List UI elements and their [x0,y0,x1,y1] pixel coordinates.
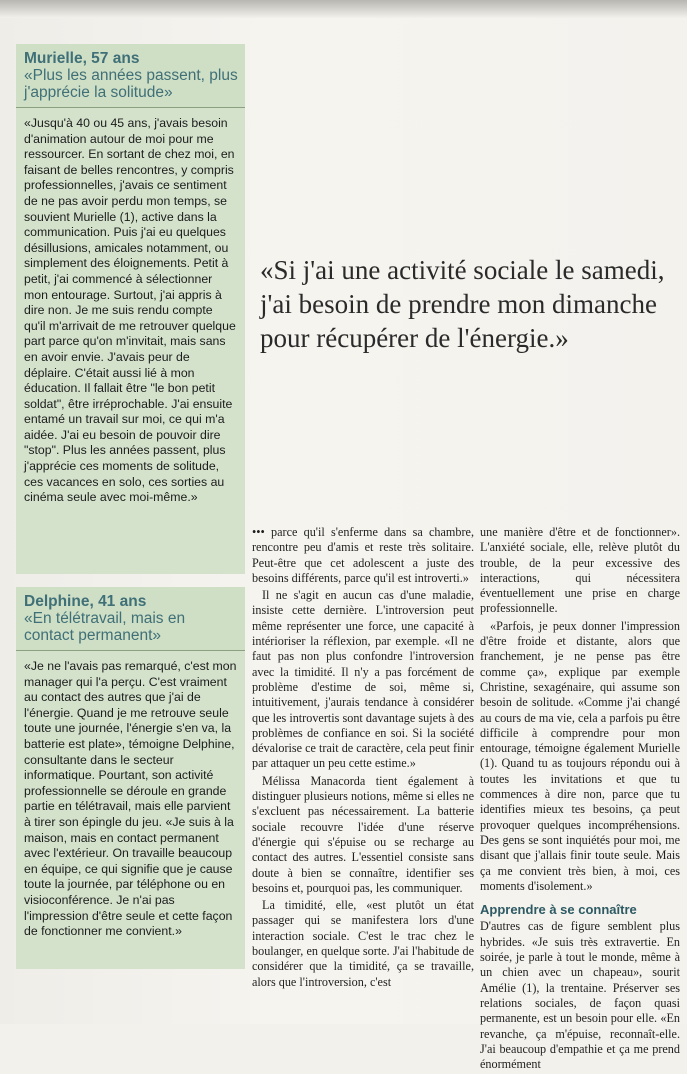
article-column-left [252,525,474,992]
page-top-shadow [0,0,687,18]
article-column-right [480,525,680,1074]
testimony-headline: «En télétravail, mais en contact permanent» [24,610,186,644]
testimony-box-murielle [16,44,245,574]
section-subheading: Apprendre à se connaître [480,902,637,918]
testimony-header [16,44,245,108]
article-paragraph: «Parfois, je peux donner l'impression d'être froide et distante, alors que franchement, je ne pense pas être comme ça», explique par exemple Christine, sexagénaire, qui assume son besoin de solitude. «Comme j'ai changé au cours de ma vie, cela a parfois pu être difficile à comprendre pour mon entourage, témoigne également Murielle (1). Quand tu as toujours répondu oui à toutes les invitations et que tu commences à dire non, parce que tu identifies mieux tes besoins, ça peut provoquer quelques incompréhensions. Des gens se sont inquiétés pour moi, me disant que j'allais finir toute seule. Mais ça me convient très bien, à moi, ces moments d'isolement.» [480,618,680,893]
article-paragraph: une manière d'être et de fonctionner». L'anxiété sociale, elle, relève plutôt du trouble, de la peur excessive des interactions, qui nécessitera éventuellement une prise en charge professionnelle. [480,525,680,616]
testimony-box-delphine [16,587,245,969]
testimony-name: Murielle, 57 ans [24,50,140,67]
testimony-body: «Jusqu'à 40 ou 45 ans, j'avais besoin d'animation autour de moi pour me ressourcer. En sortant de chez moi, en faisant de belles rencontres, y compris professionnelles, j'avais ce sentiment de ne pas avoir perdu mon temps, se souvient Murielle (1), active dans la communication. Puis j'ai eu quelques désillusions, amicales notamment, ou simplement des éloignements. Petit à petit, j'ai commencé à sélectionner mon entourage. Surtout, j'ai appris à dire non. Je me suis rendu compte qu'il m'arrivait de me retrouver quelque part parce qu'on m'invitait, mais sans en avoir envie. J'avais peur de déplaire. C'était aussi lié à mon éducation. Il fallait être "le bon petit soldat", être irréprochable. J'ai ensuite entamé un travail sur moi, ce qui m'a aidée. J'ai eu besoin de pouvoir dire "stop". Plus les années passent, plus j'apprécie ces moments de solitude, ces vacances en solo, ces sorties au cinéma seule avec moi-même.» [24,116,236,505]
testimony-body: «Je ne l'avais pas remarqué, c'est mon manager qui l'a perçu. C'est vraiment au contact des autres que j'ai de l'énergie. Quand je me retrouve seule toute une journée, l'énergie s'en va, la batterie est plate», témoigne Delphine, consultante dans le secteur informatique. Pourtant, son activité professionnelle se déroule en grande partie en télétravail, mais elle parvient à tirer son épingle du jeu. «Je suis à la maison, mais en contact permanent avec l'extérieur. On travaille beaucoup en équipe, ce qui signifie que je cause toute la journée, par téléphone ou en visioconférence. Je n'ai pas l'impression d'être seule et cette façon de fonctionner me convient.» [24,659,237,939]
testimony-header [16,587,245,651]
article-paragraph: ••• parce qu'il s'enferme dans sa chambre, rencontre peu d'amis et reste très solitaire. Peut-être que cet adolescent a juste des besoins différents, parce qu'il est introverti.» [252,525,474,585]
article-paragraph: Mélissa Manacorda tient également à distinguer plusieurs notions, même si elles ne s'excluent pas nécessairement. La batterie sociale recouvre l'idée d'une réserve d'énergie qui s'épuise ou se recharge au contact des autres. L'essentiel consiste sans doute à bien se connaître, identifier ses besoins et, pourquoi pas, les communiquer. [252,773,474,895]
testimony-name: Delphine, 41 ans [24,593,147,610]
article-paragraph: La timidité, elle, «est plutôt un état passager qui se manifestera lors d'une interaction sociale. C'est le trac chez le boulanger, en quelque sorte. J'ai l'habitude de considérer que la timidité, ça se travaille, alors que l'introversion, c'est [252,898,474,989]
testimony-headline: «Plus les années passent, plus j'apprécie la solitude» [24,67,238,101]
pull-quote: «Si j'ai une activité sociale le samedi, j'ai besoin de prendre mon dimanche pour récupérer de l'énergie.» [260,255,665,353]
article-paragraph: Il ne s'agit en aucun cas d'une maladie, insiste cette dernière. L'introversion peut même représenter une force, une capacité à intérioriser la réflexion, par exemple. «Il ne faut pas non plus confondre l'introversion avec la timidité. Il n'y a pas forcément de problème d'estime de soi, même si, intuitivement, j'aurais tendance à considérer que les introvertis sont davantage sujets à des problèmes de confiance en soi. Si la société dévalorise ce trait de caractère, cela peut finir par attaquer un peu cette estime.» [252,588,474,771]
article-paragraph: D'autres cas de figure semblent plus hybrides. «Je suis très extravertie. En soirée, je parle à tout le monde, même à un chien avec un chapeau», sourit Amélie (1), la trentaine. Préserver ses relations sociales, de façon quasi permanente, est un besoin pour elle. «En revanche, ça m'épuise, reconnaît-elle. J'ai beaucoup d'empathie et ça me prend énormément [480,919,680,1072]
